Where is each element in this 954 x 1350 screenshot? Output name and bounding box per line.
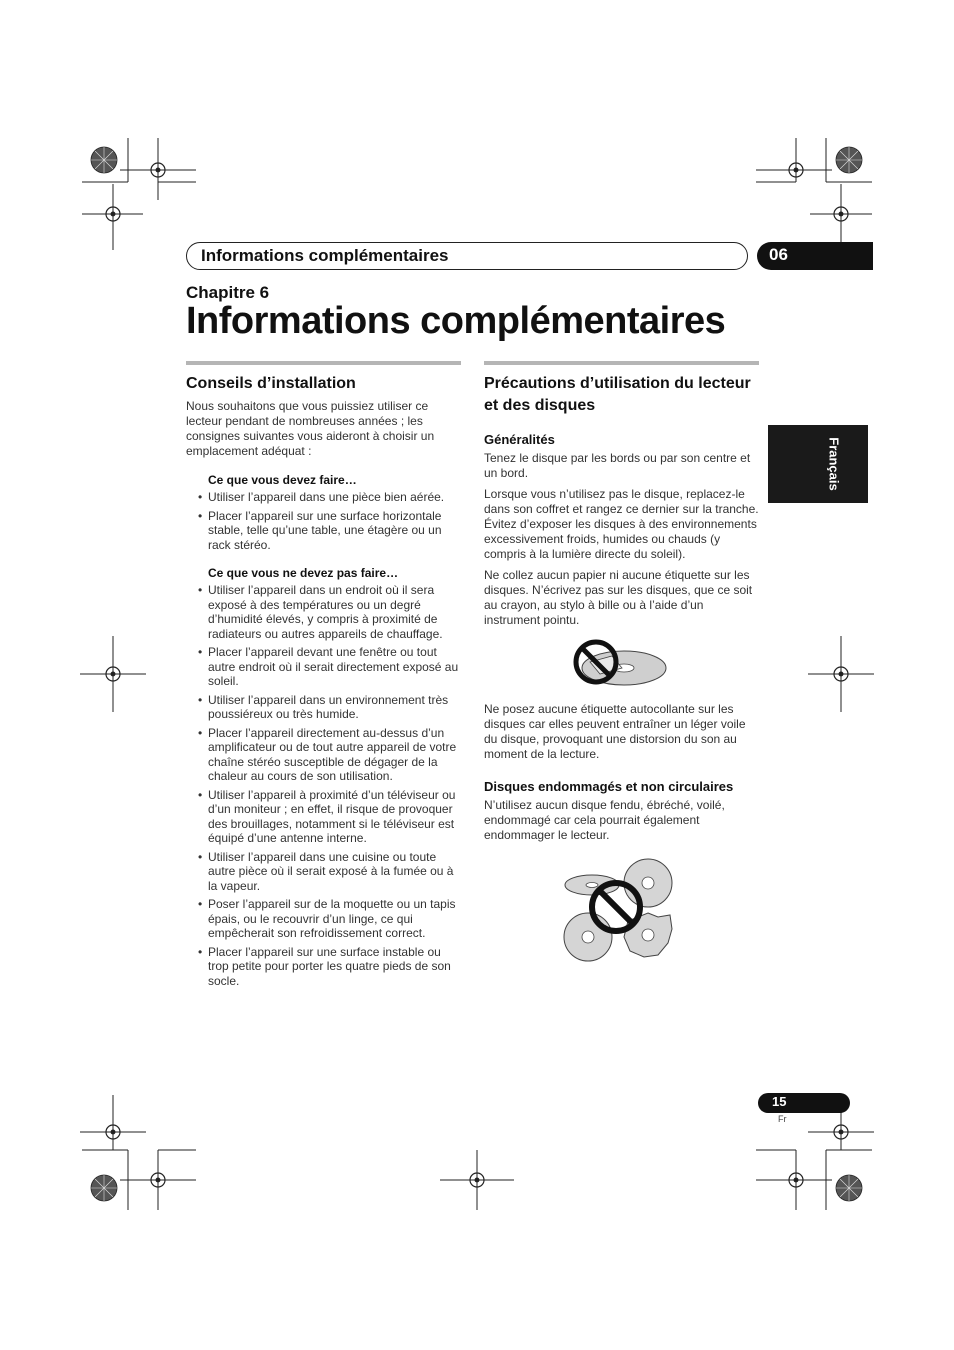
installation-section — [186, 361, 461, 992]
disc-precautions-section — [484, 361, 759, 973]
section-rule — [186, 361, 461, 365]
list-item: • Utiliser l’appareil dans une pièce bien aérée. — [186, 490, 461, 505]
page-number-tab — [758, 1093, 850, 1113]
intro-paragraph: Nous souhaitons que vous puissiez utiliser ce lecteur pendant de nombreuses années ; les consignes suivantes vous aideront à choisir un emplacement adéquat : — [186, 399, 435, 458]
paragraph: Lorsque vous n’utilisez pas le disque, replacez-le dans son coffret et rangez ce dernier sur la tranche. Évitez d’exposer les disques à des environnements excessivement froids, humides ou chauds (y compris à la lumière directe du soleil). — [484, 487, 759, 561]
no-label-disc-icon — [572, 636, 672, 692]
damaged-heading: Disques endommagés et non circulaires — [484, 779, 734, 794]
section-heading: Précautions d’utilisation du lecteur et des disques — [484, 375, 751, 414]
dont-list — [186, 583, 461, 988]
chapter-number: 06 — [769, 245, 788, 264]
list-item: • Utiliser l’appareil dans une cuisine ou toute autre pièce où il serait exposé à la fumée ou à la vapeur. — [186, 850, 461, 894]
language-side-tab — [768, 425, 868, 503]
do-heading: Ce que vous devez faire… — [208, 473, 357, 487]
chapter-label: Chapitre 6 — [186, 283, 270, 302]
section-rule — [484, 361, 759, 365]
list-item: • Placer l’appareil devant une fenêtre ou tout autre endroit où il serait directement exposé au soleil. — [186, 645, 461, 689]
list-item: • Utiliser l’appareil dans un environnement très poussiéreux ou très humide. — [186, 693, 461, 722]
running-header — [186, 242, 748, 270]
paragraph: N’utilisez aucun disque fendu, ébréché, voilé, endommagé car cela pourrait également endommager le lecteur. — [484, 798, 725, 842]
list-item: • Placer l’appareil directement au-dessus d’un amplificateur ou de tout autre appareil de votre chaîne stéréo susceptible de dégager de la chaleur au cours de son utilisation. — [186, 726, 461, 784]
page-number: 15 — [772, 1094, 787, 1109]
language-label: Français — [826, 437, 842, 491]
damaged-disc-icon — [562, 857, 682, 965]
paragraph: Tenez le disque par les bords ou par son centre et un bord. — [484, 451, 751, 480]
page-title: Informations complémentaires — [186, 300, 726, 342]
list-item: • Utiliser l’appareil dans un endroit où il sera exposé à des températures ou un degré d’humidité élevés, y compris à proximité de radiateurs ou autres appareils de chauffage. — [186, 583, 461, 641]
list-item: • Poser l’appareil sur de la moquette ou un tapis épais, ou le recouvrir d’un linge, ce qui empêcherait son refroidissement correct. — [186, 897, 461, 941]
section-heading: Conseils d’installation — [186, 375, 356, 392]
do-list — [186, 490, 461, 552]
chapter-number-tab — [757, 242, 873, 270]
paragraph: Ne posez aucune étiquette autocollante sur les disques car elles peuvent entraîner un léger voile du disque, provoquant une distorsion du son au moment de la lecture. — [484, 702, 746, 761]
running-header-title: Informations complémentaires — [201, 246, 449, 265]
dont-heading: Ce que vous ne devez pas faire… — [208, 566, 399, 580]
general-heading: Généralités — [484, 432, 555, 447]
list-item: • Utiliser l’appareil à proximité d’un téléviseur ou d’un moniteur ; en effet, il risque de provoquer des brouillages, notamment si le téléviseur est équipé d’une antenne interne. — [186, 788, 461, 846]
list-item: • Placer l’appareil sur une surface horizontale stable, telle qu’une table, une étagère ou un rack stéréo. — [186, 509, 461, 553]
paragraph: Ne collez aucun papier ni aucune étiquette sur les disques. N’écrivez pas sur les disques, que ce soit au crayon, au stylo à bille ou à l’aide d’un instrument pointu. — [484, 568, 753, 627]
list-item: • Placer l’appareil sur une surface instable ou trop petite pour porter les quatre pieds de son socle. — [186, 945, 461, 989]
page-language-code: Fr — [778, 1114, 787, 1124]
